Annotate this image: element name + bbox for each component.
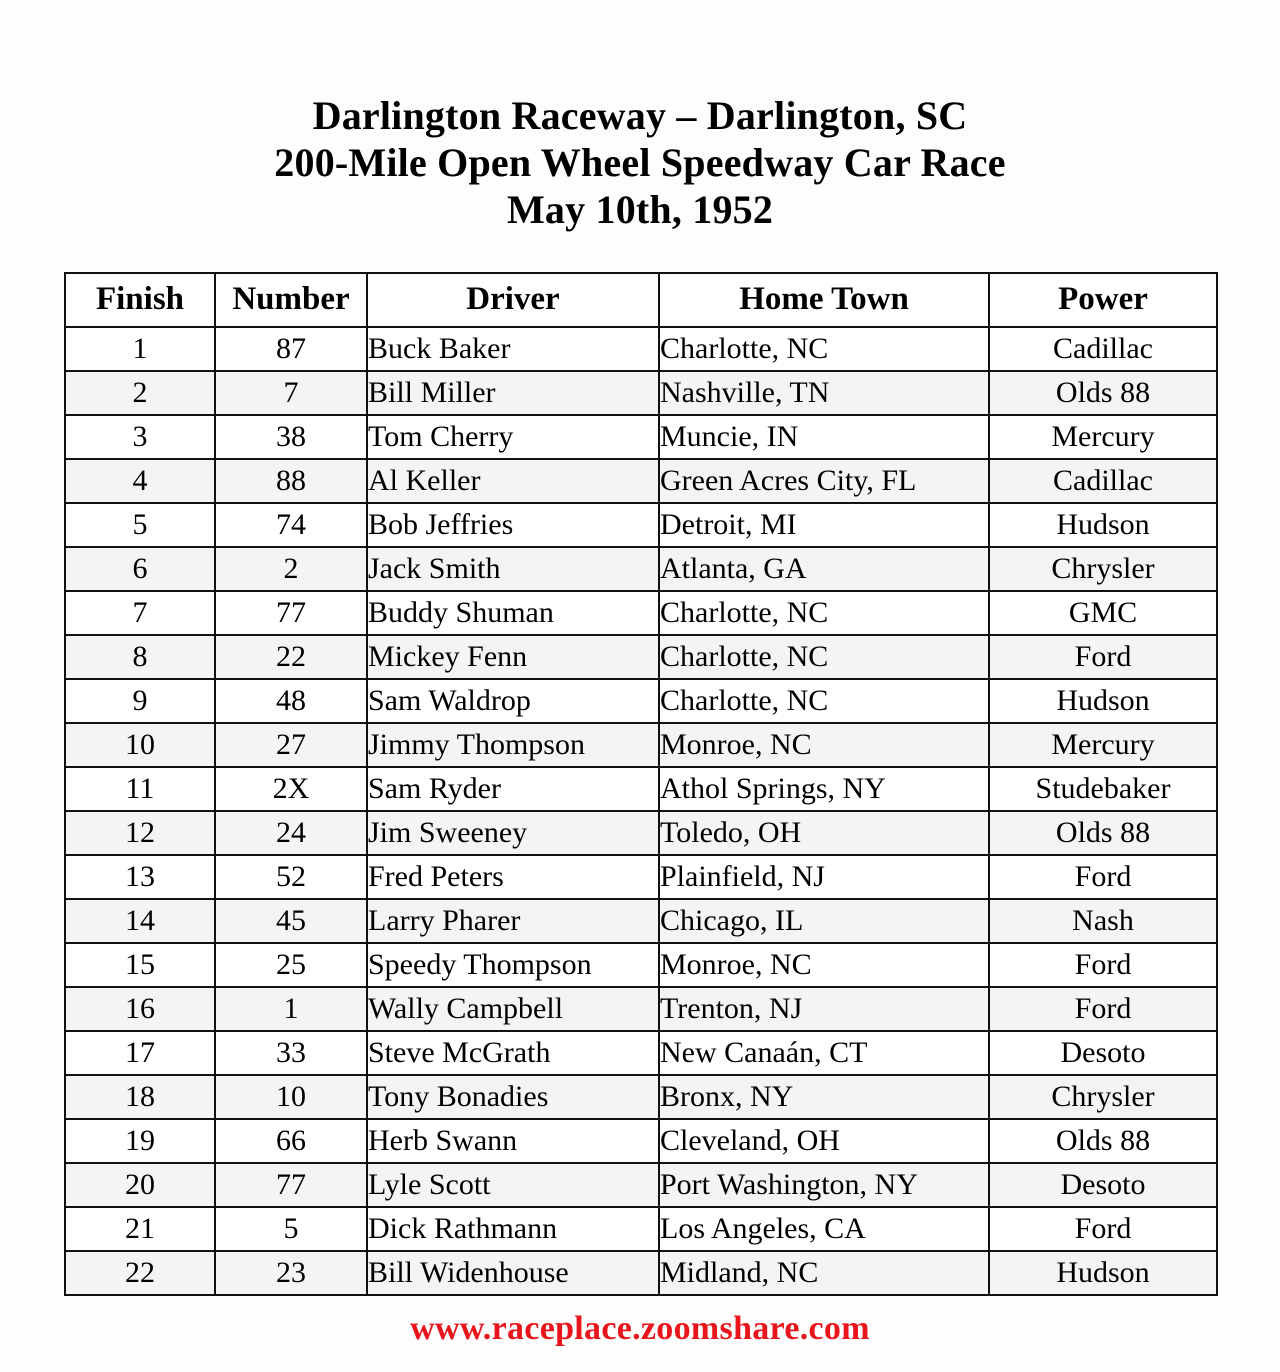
cell-power: Hudson: [989, 503, 1217, 547]
cell-home-town: Port Washington, NY: [659, 1163, 989, 1207]
title-line-3: May 10th, 1952: [506, 187, 774, 233]
cell-power: Chrysler: [989, 547, 1217, 591]
results-table-wrapper: [64, 272, 1216, 1296]
column-header-driver: Driver: [367, 273, 659, 327]
cell-number: 66: [215, 1119, 367, 1163]
cell-home-town: Toledo, OH: [659, 811, 989, 855]
table-body: [65, 327, 1217, 1295]
cell-home-town: Charlotte, NC: [659, 591, 989, 635]
table-row: [65, 1119, 1217, 1163]
cell-power: Ford: [989, 635, 1217, 679]
table-row: [65, 503, 1217, 547]
table-row: [65, 371, 1217, 415]
cell-finish: 5: [65, 503, 215, 547]
cell-driver: Lyle Scott: [367, 1163, 659, 1207]
cell-number: 87: [215, 327, 367, 371]
table-row: [65, 459, 1217, 503]
cell-driver: Jim Sweeney: [367, 811, 659, 855]
cell-home-town: Charlotte, NC: [659, 679, 989, 723]
cell-home-town: Athol Springs, NY: [659, 767, 989, 811]
cell-finish: 14: [65, 899, 215, 943]
cell-finish: 2: [65, 371, 215, 415]
cell-finish: 3: [65, 415, 215, 459]
cell-driver: Buck Baker: [367, 327, 659, 371]
cell-finish: 10: [65, 723, 215, 767]
table-row: [65, 1251, 1217, 1295]
cell-driver: Dick Rathmann: [367, 1207, 659, 1251]
cell-number: 48: [215, 679, 367, 723]
cell-number: 10: [215, 1075, 367, 1119]
table-row: [65, 987, 1217, 1031]
table-row: [65, 811, 1217, 855]
cell-driver: Herb Swann: [367, 1119, 659, 1163]
cell-number: 2X: [215, 767, 367, 811]
cell-driver: Jack Smith: [367, 547, 659, 591]
cell-power: Ford: [989, 987, 1217, 1031]
title-line-1: Darlington Raceway – Darlington, SC: [312, 93, 968, 138]
cell-power: GMC: [989, 591, 1217, 635]
cell-driver: Sam Waldrop: [367, 679, 659, 723]
cell-driver: Sam Ryder: [367, 767, 659, 811]
table-row: [65, 327, 1217, 371]
cell-power: Hudson: [989, 679, 1217, 723]
cell-finish: 21: [65, 1207, 215, 1251]
cell-number: 1: [215, 987, 367, 1031]
column-header-finish: Finish: [65, 273, 215, 327]
cell-power: Studebaker: [989, 767, 1217, 811]
cell-number: 45: [215, 899, 367, 943]
cell-finish: 19: [65, 1119, 215, 1163]
column-header-power: Power: [989, 273, 1217, 327]
cell-number: 27: [215, 723, 367, 767]
cell-home-town: Monroe, NC: [659, 723, 989, 767]
cell-finish: 18: [65, 1075, 215, 1119]
cell-finish: 20: [65, 1163, 215, 1207]
cell-power: Olds 88: [989, 811, 1217, 855]
cell-finish: 13: [65, 855, 215, 899]
cell-number: 38: [215, 415, 367, 459]
cell-number: 74: [215, 503, 367, 547]
cell-power: Ford: [989, 855, 1217, 899]
table-row: [65, 415, 1217, 459]
cell-finish: 12: [65, 811, 215, 855]
cell-number: 2: [215, 547, 367, 591]
cell-power: Ford: [989, 1207, 1217, 1251]
table-row: [65, 1207, 1217, 1251]
table-row: [65, 1031, 1217, 1075]
cell-home-town: Detroit, MI: [659, 503, 989, 547]
cell-number: 33: [215, 1031, 367, 1075]
cell-finish: 8: [65, 635, 215, 679]
cell-home-town: Atlanta, GA: [659, 547, 989, 591]
cell-number: 24: [215, 811, 367, 855]
cell-finish: 9: [65, 679, 215, 723]
cell-power: Olds 88: [989, 1119, 1217, 1163]
cell-number: 52: [215, 855, 367, 899]
cell-number: 22: [215, 635, 367, 679]
cell-number: 7: [215, 371, 367, 415]
table-row: [65, 679, 1217, 723]
cell-driver: Bill Miller: [367, 371, 659, 415]
cell-number: 5: [215, 1207, 367, 1251]
cell-home-town: Green Acres City, FL: [659, 459, 989, 503]
cell-finish: 4: [65, 459, 215, 503]
cell-power: Chrysler: [989, 1075, 1217, 1119]
cell-driver: Bob Jeffries: [367, 503, 659, 547]
table-row: [65, 855, 1217, 899]
table-row: [65, 1075, 1217, 1119]
table-header-row: [65, 273, 1217, 327]
cell-driver: Tony Bonadies: [367, 1075, 659, 1119]
cell-home-town: Monroe, NC: [659, 943, 989, 987]
cell-driver: Al Keller: [367, 459, 659, 503]
cell-power: Nash: [989, 899, 1217, 943]
footer-website-link[interactable]: www.raceplace.zoomshare.com: [410, 1309, 870, 1347]
table-row: [65, 767, 1217, 811]
cell-number: 88: [215, 459, 367, 503]
cell-finish: 6: [65, 547, 215, 591]
cell-driver: Jimmy Thompson: [367, 723, 659, 767]
table-row: [65, 943, 1217, 987]
cell-finish: 15: [65, 943, 215, 987]
cell-power: Mercury: [989, 723, 1217, 767]
cell-power: Hudson: [989, 1251, 1217, 1295]
column-header-home-town: Home Town: [659, 273, 989, 327]
cell-driver: Fred Peters: [367, 855, 659, 899]
cell-driver: Larry Pharer: [367, 899, 659, 943]
cell-driver: Bill Widenhouse: [367, 1251, 659, 1295]
table-row: [65, 899, 1217, 943]
table-row: [65, 547, 1217, 591]
cell-power: Cadillac: [989, 327, 1217, 371]
cell-driver: Tom Cherry: [367, 415, 659, 459]
cell-number: 23: [215, 1251, 367, 1295]
column-header-number: Number: [215, 273, 367, 327]
cell-power: Cadillac: [989, 459, 1217, 503]
table-row: [65, 591, 1217, 635]
cell-number: 77: [215, 1163, 367, 1207]
cell-number: 77: [215, 591, 367, 635]
cell-power: Desoto: [989, 1163, 1217, 1207]
cell-home-town: Charlotte, NC: [659, 327, 989, 371]
cell-power: Olds 88: [989, 371, 1217, 415]
cell-home-town: Bronx, NY: [659, 1075, 989, 1119]
cell-power: Desoto: [989, 1031, 1217, 1075]
cell-finish: 7: [65, 591, 215, 635]
cell-finish: 16: [65, 987, 215, 1031]
cell-finish: 1: [65, 327, 215, 371]
cell-home-town: Muncie, IN: [659, 415, 989, 459]
cell-driver: Mickey Fenn: [367, 635, 659, 679]
cell-home-town: Charlotte, NC: [659, 635, 989, 679]
table-row: [65, 635, 1217, 679]
cell-home-town: Chicago, IL: [659, 899, 989, 943]
cell-power: Ford: [989, 943, 1217, 987]
race-results-table: [64, 272, 1218, 1296]
title-line-2: 200-Mile Open Wheel Speedway Car Race: [274, 140, 1006, 186]
cell-finish: 22: [65, 1251, 215, 1295]
cell-driver: Speedy Thompson: [367, 943, 659, 987]
cell-finish: 17: [65, 1031, 215, 1075]
cell-number: 25: [215, 943, 367, 987]
cell-home-town: Plainfield, NJ: [659, 855, 989, 899]
table-row: [65, 723, 1217, 767]
cell-driver: Buddy Shuman: [367, 591, 659, 635]
cell-home-town: New Canaán, CT: [659, 1031, 989, 1075]
cell-home-town: Cleveland, OH: [659, 1119, 989, 1163]
cell-home-town: Nashville, TN: [659, 371, 989, 415]
cell-home-town: Los Angeles, CA: [659, 1207, 989, 1251]
cell-home-town: Trenton, NJ: [659, 987, 989, 1031]
cell-power: Mercury: [989, 415, 1217, 459]
cell-driver: Wally Campbell: [367, 987, 659, 1031]
page-title: [0, 0, 1280, 234]
cell-finish: 11: [65, 767, 215, 811]
cell-home-town: Midland, NC: [659, 1251, 989, 1295]
cell-driver: Steve McGrath: [367, 1031, 659, 1075]
table-row: [65, 1163, 1217, 1207]
